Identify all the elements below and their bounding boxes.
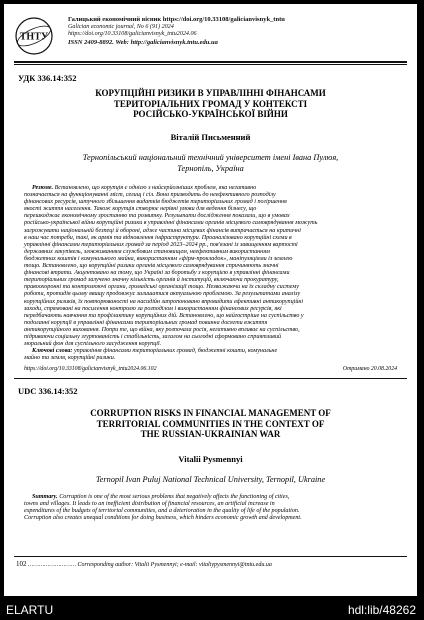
section-rule <box>14 378 407 379</box>
page-number: 102 <box>16 560 27 568</box>
title-en-line: THE RUSSIAN-UKRAINIAN WAR <box>140 429 281 439</box>
page-footer: 102 ……………………… Corresponding author: Vitalii Pysmennyi; e-mail: vitaliypysmennyi@tntu.edu.ua <box>16 560 272 568</box>
affiliation-uk <box>18 152 403 174</box>
abstract-line: територіальних громад залучено значну кількість органів й інституцій, включаючи прокуратуру, <box>24 277 279 284</box>
abstract-line: підриваючи соціальну згуртованість і стабільність, загалом на сьогодні сформовано сприятливий <box>24 333 282 340</box>
title-uk-line: ТЕРИТОРІАЛЬНИХ ГРОМАД У КОНТЕКСТІ <box>113 98 308 109</box>
abstract-line: заходи, спрямовані на посилення контролю за розподілом і використанням фінансових ресурсів, які <box>24 305 282 312</box>
abstract-line: корупційних ризиків, їх повторюваності на насидійн запропоновано впровадити ефективні антикорупційні <box>24 298 304 305</box>
doi-row <box>24 366 397 372</box>
footer-rule <box>14 556 407 557</box>
handle-id: hdl:lib/48262 <box>347 603 416 617</box>
abstract-line: фінансові втрати. Акцентовано на тому, що Україні за боротьбу з корупцією в управлінні фінансами <box>24 270 290 277</box>
abstract-line: в наш час потреби, такі, як армія та відновлення інфраструктури. Проаналізовано корупційні схеми в <box>24 234 292 241</box>
abstract-line: тощо. Встановлено, що корупційні ризики органів місцевого самоврядування спричиняють значні <box>24 263 279 270</box>
header-rule <box>14 61 407 63</box>
summary-label: Summary. <box>32 494 58 500</box>
abstract-line: російсько-української війни корупційні ризики в управлінні фінансами органів місцевого самоврядування можуть <box>24 220 318 227</box>
journal-header <box>14 14 409 62</box>
abstract-line: подоланні корупції в управлінні фінансами територіальних громад повинна досягти вжиття <box>24 319 268 326</box>
affil-uk-line: Тернопільський національний технічний університет імені Івана Пулюя, <box>82 153 339 162</box>
affiliation-en: Ternopil Ivan Puluj National Technical University, Ternopil, Ukraine <box>95 475 326 484</box>
abstract-line: антикорупційного виховання. Попри те, що війна, яку розпочала росія, негативно впливає на суспільство, <box>24 326 300 333</box>
repository-bar <box>0 600 424 620</box>
author-uk: Віталій Письменний <box>170 132 251 142</box>
author-en: Vitalii Pysmennyi <box>178 454 243 464</box>
title-uk-line: КОРУПЦІЙНІ РИЗИКИ В УПРАВЛІННІ ФІНАНСАМИ <box>95 88 326 98</box>
journal-title-en: Galician economic journal, No 6 (91) 2024 <box>68 23 174 30</box>
abstract-label: Резюме. <box>32 185 54 191</box>
keywords-label: Ключові слова: <box>32 348 73 355</box>
affil-uk-line: Тернопіль, Україна <box>177 164 244 173</box>
udc-uk: УДК 336.14:352 <box>18 73 77 83</box>
summary-en <box>24 494 397 522</box>
abstract-line: загрожувати національній безпеці й обороні, адже частина місцевих фінансів витрачається на критичні <box>24 227 301 234</box>
keywords-line: майно та земля, корупційні ризики. <box>24 355 116 362</box>
title-en-line: TERRITORIAL COMMUNITIES IN THE CONTEXT OF <box>96 418 325 429</box>
summary-line: Corruption is one of the most serious problems that negatively affects the functioning of cities, <box>57 494 290 500</box>
title-en-line: CORRUPTION RISKS IN FINANCIAL MANAGEMENT OF <box>90 408 331 418</box>
summary-line: expenditures of the budgets of territorial communities, and a deterioration in the quality of life of the population. <box>24 508 300 515</box>
title-uk-line: РОСІЙСЬКО-УКРАЇНСЬКОЇ ВІЙНИ <box>133 109 288 119</box>
header-rule-thin <box>14 64 407 65</box>
abstract-line: Встановлено, що корупція є однією з найсерйозніших проблем, яка негативно <box>53 185 257 191</box>
corresponding-author: Corresponding author: Vitalii Pysmennyi; e-mail: vitaliypysmennyi@tntu.edu.ua <box>77 562 272 568</box>
abstract-line: правоохоронні та контролюючі органи, громадські організації тощо. Незважаючи на їх складну систему <box>24 284 299 291</box>
abstract-line: управлінні фінансами територіальних громад за період 2023–2024 рр., пов'язані із завищенням вартості <box>24 241 298 248</box>
repository-name: ELARTU <box>6 603 54 617</box>
issn-web: ISSN 2409-8892. Web: http://galicianvisnyk.tntu.edu.ua <box>68 38 218 46</box>
logo-text: ТНТУ <box>19 31 49 43</box>
keywords-line: управління фінансами територіальних громад, бюджетні кошти, комунальне <box>72 348 278 355</box>
summary-line: towns and villages. It leads to an inefficient distribution of financial resources, an artificial increase in <box>24 501 275 508</box>
abstract-line: державних закупівель, зловживанням службовим становищем, неефективним використанням <box>24 248 270 255</box>
issue-doi: https://doi.org/10.33108/galicianvisnyk_tntu2024.06 <box>68 31 197 38</box>
paper-page <box>4 4 417 596</box>
received-date: Отримано 20.08.2024 <box>342 366 397 372</box>
abstract-line: передбачають навчання та профілактику корупційних дій. Встановлено, що найгостріше на суспільство у <box>24 312 304 319</box>
abstract-line: моральний фон для суспільного засудження корупції. <box>24 341 162 348</box>
abstract-uk <box>24 185 397 362</box>
abstract-line: бюджетних коштів і комунального майна, використанням «фірм-прокладок», маніпуляціями із землею <box>24 255 293 262</box>
summary-line: Corruption also creates unequal conditions for doing business, which hinders economic growth and development. <box>24 515 302 522</box>
university-logo-icon <box>14 16 54 56</box>
journal-title-uk: Галицький економічний вісник https://doi.org/10.33108/galicianvisnyk_tntu <box>68 16 285 23</box>
abstract-line: роботи, протидія цьому явищу продовжує залишатися актуальною проблемою. За результатами аналізу <box>24 291 301 298</box>
journal-info <box>68 16 285 46</box>
article-doi-link[interactable]: https://doi.org/10.33108/galicianvisnyk_tntu2024.06.102 <box>24 366 157 372</box>
udc-en: UDC 336.14:352 <box>18 386 78 396</box>
abstract-line: перешкоджає економічному зростанню та розвитку. Результати дослідження показали, що в умовах <box>24 213 290 220</box>
article-title-uk <box>24 88 397 120</box>
abstract-line: позначається на функціонуванні міст, селищ і сіл. Вона призводить до неефективного розподілу <box>24 192 276 199</box>
abstract-line: фінансових ресурсів, штучного збільшення видатків бюджетів територіальних громад і погіршення <box>24 199 287 206</box>
article-title-en <box>24 408 397 440</box>
abstract-line: якості життя населення. Також корупція створює нерівні умови для ведення бізнесу, що <box>24 206 257 213</box>
